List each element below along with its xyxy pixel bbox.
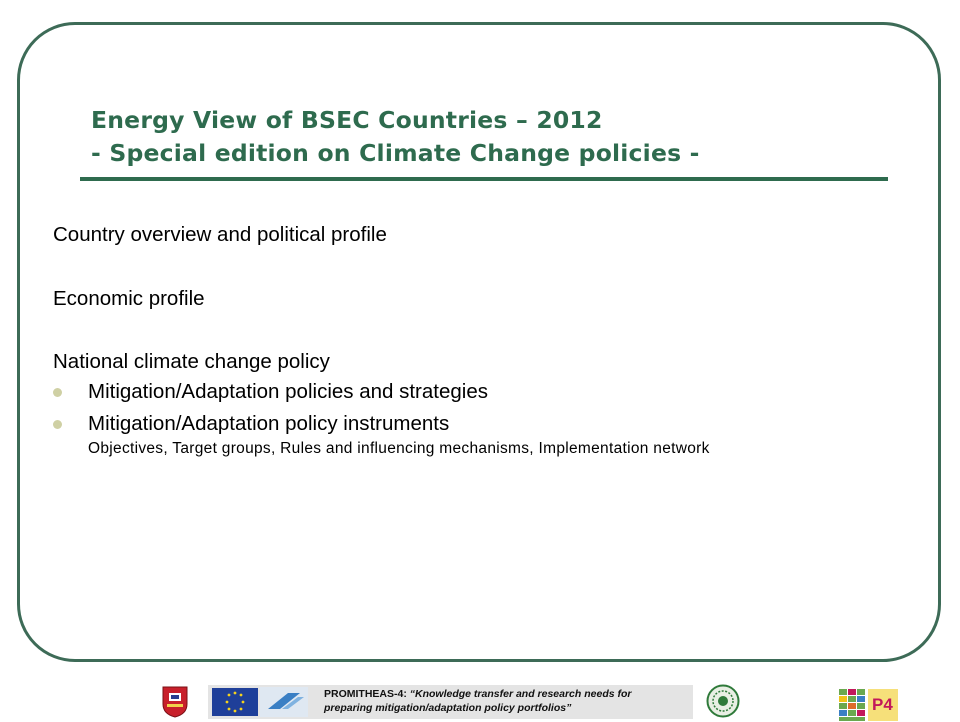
banner-quote-2: preparing mitigation/adaptation policy portfolios” bbox=[324, 702, 572, 714]
bullet-subtext: Objectives, Target groups, Rules and influencing mechanisms, Implementation network bbox=[88, 440, 710, 457]
footer-logos bbox=[0, 682, 960, 720]
slide-title bbox=[91, 104, 911, 170]
university-crest-icon bbox=[162, 686, 188, 718]
bullet-dot-icon bbox=[53, 388, 62, 397]
grid-mark: P4 bbox=[872, 695, 893, 714]
section-economic-profile: Economic profile bbox=[53, 287, 205, 310]
title-line-1: Energy View of BSEC Countries – 2012 bbox=[91, 106, 603, 134]
title-underline bbox=[80, 177, 888, 181]
banner-text bbox=[324, 687, 634, 715]
title-line-2: - Special edition on Climate Change policies - bbox=[91, 139, 700, 167]
section-climate-policy: National climate change policy bbox=[53, 350, 330, 373]
bullet-text: Mitigation/Adaptation policies and strategies bbox=[88, 380, 488, 403]
brdmithesnet-grid-logo-icon bbox=[838, 688, 900, 722]
bsec-seal-icon bbox=[706, 684, 740, 718]
fp7-logo-icon bbox=[260, 687, 308, 717]
eu-flag-icon bbox=[212, 688, 258, 716]
section-country-overview: Country overview and political profile bbox=[53, 223, 387, 246]
bullet-text: Mitigation/Adaptation policy instruments bbox=[88, 412, 450, 435]
promitheas-banner bbox=[208, 685, 893, 719]
banner-name: PROMITHEAS-4: bbox=[324, 688, 407, 700]
banner-quote-1: “Knowledge transfer and research needs for bbox=[406, 688, 632, 700]
bullet-dot-icon bbox=[53, 420, 62, 429]
